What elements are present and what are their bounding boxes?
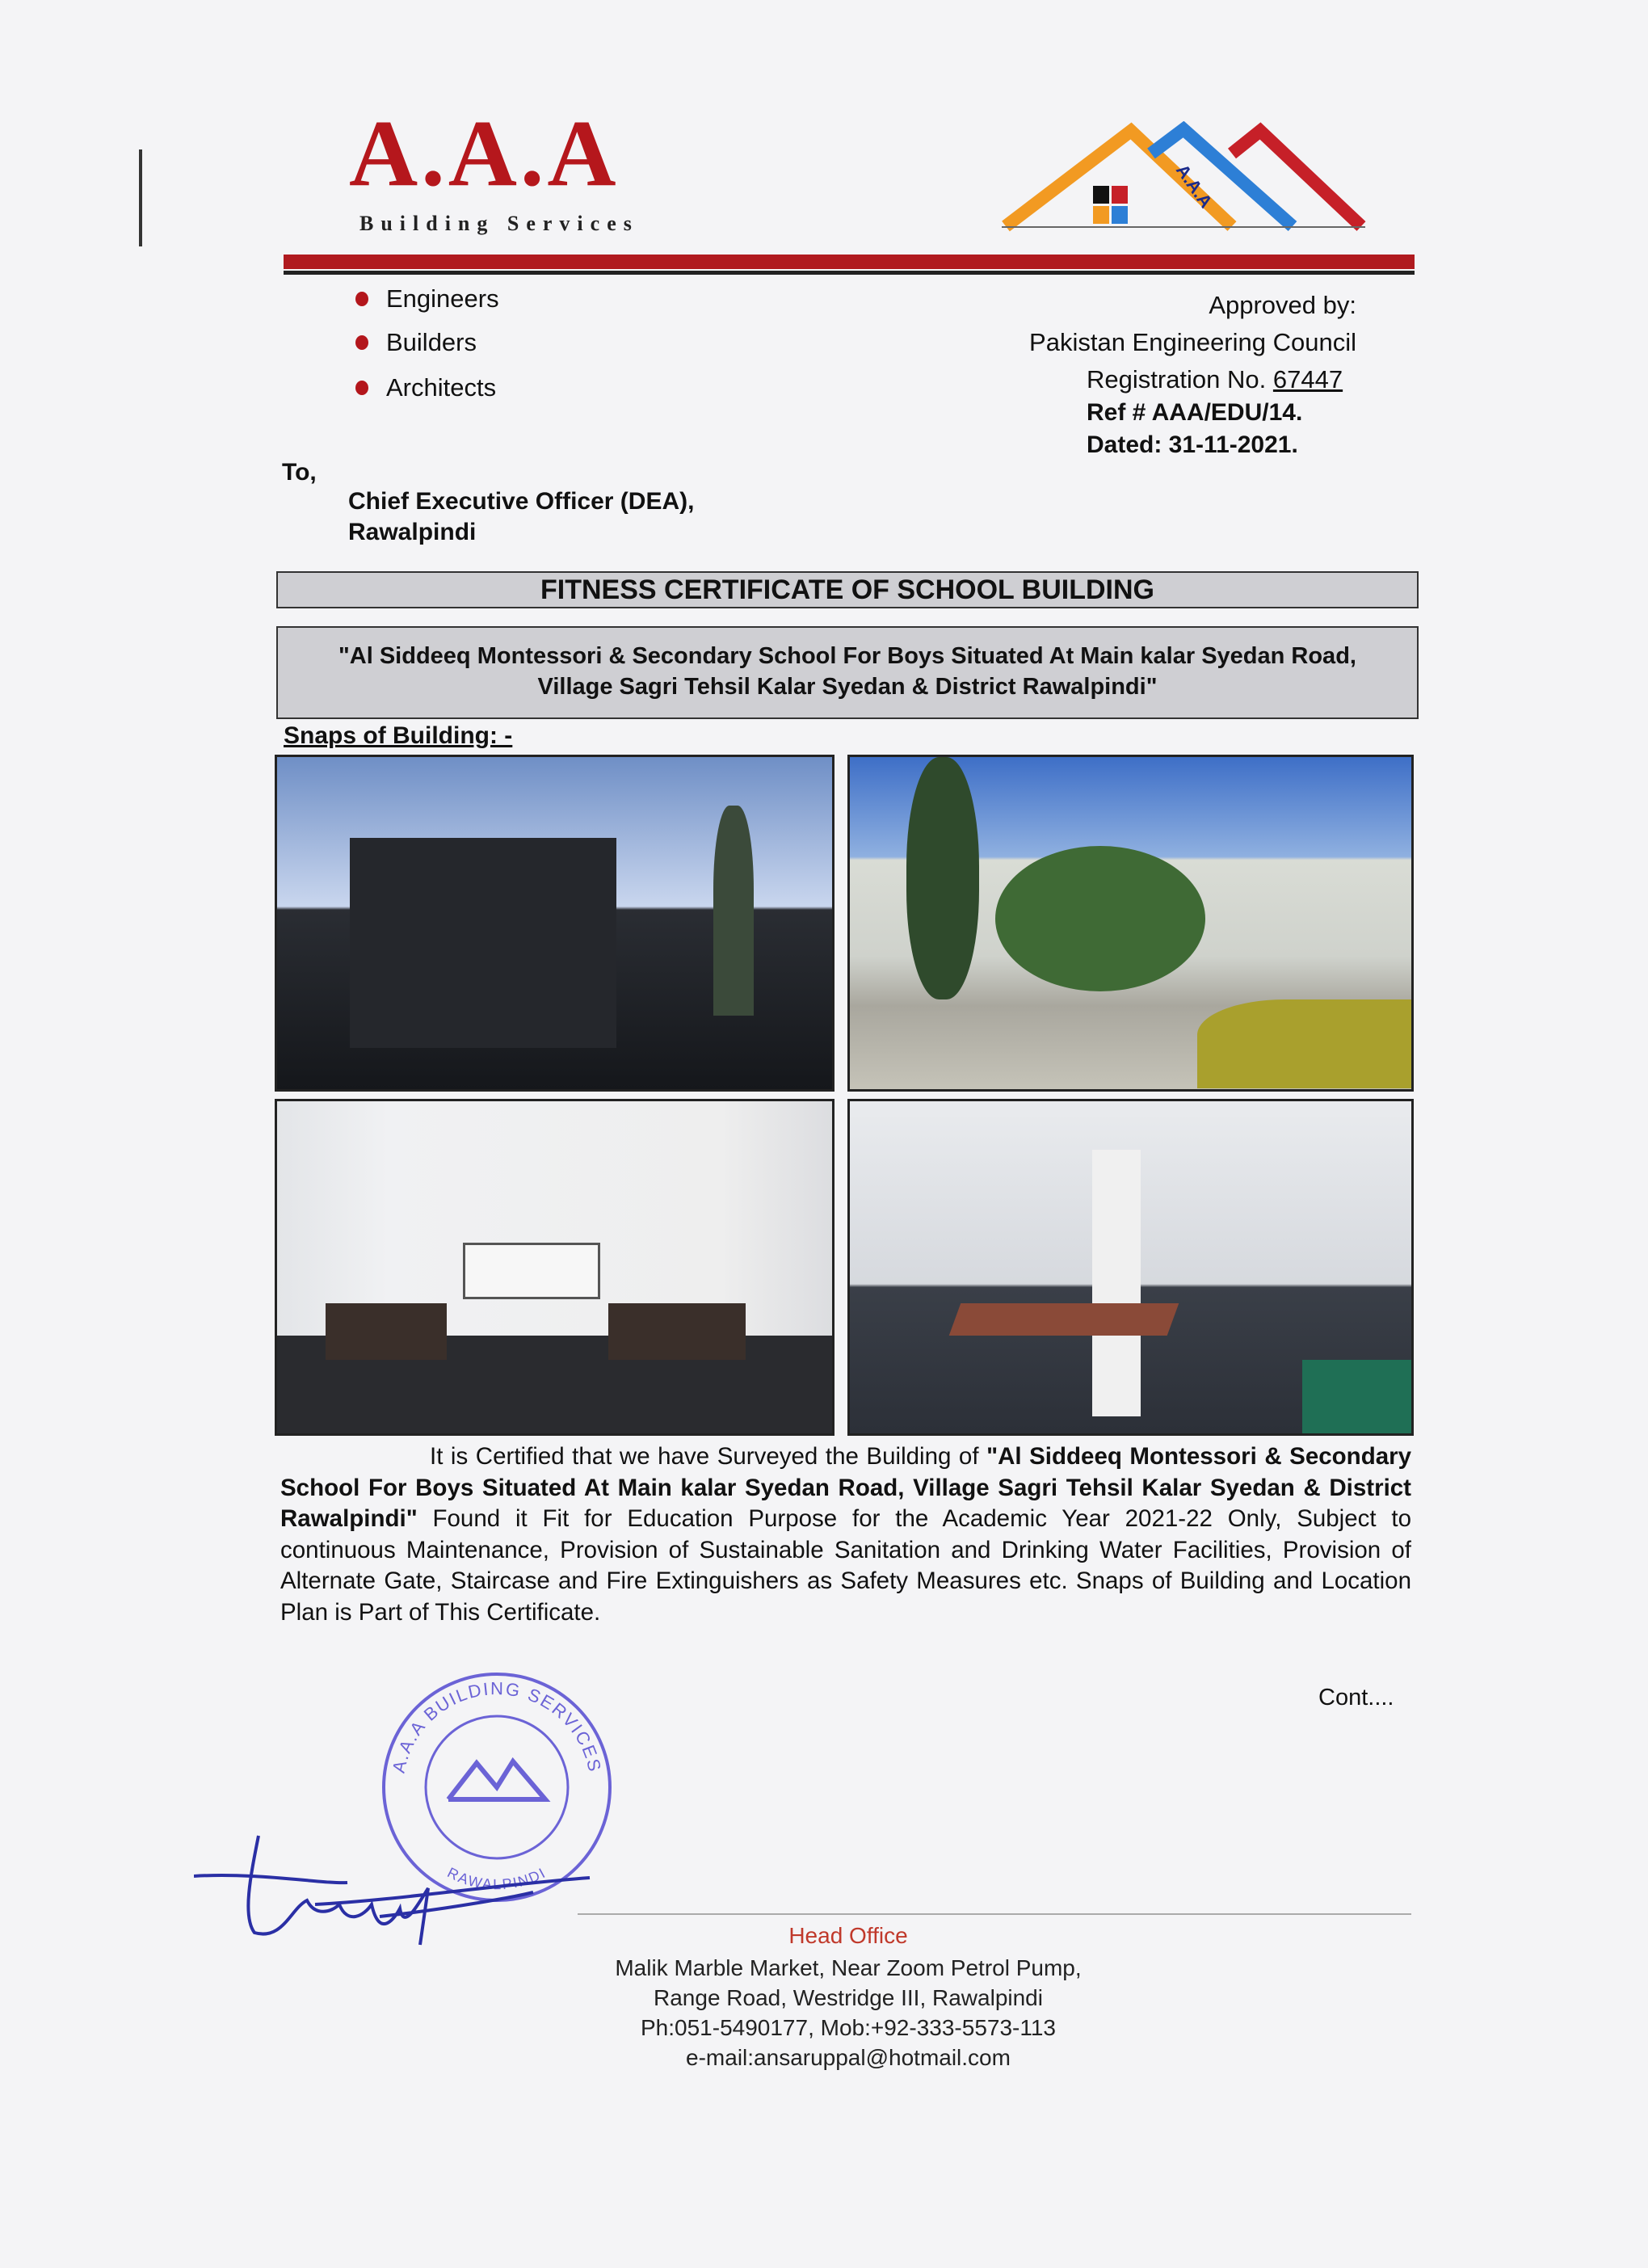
- header-divider-thin: [284, 271, 1415, 275]
- registration: [1087, 365, 1343, 394]
- recipient-name: Chief Executive Officer (DEA),: [348, 488, 695, 515]
- registration-number: 67447: [1272, 365, 1343, 393]
- certificate-title: FITNESS CERTIFICATE OF SCHOOL BUILDING: [276, 571, 1419, 608]
- service-label: Builders: [386, 328, 477, 356]
- footer-address-2: Range Road, Westridge III, Rawalpindi: [654, 1985, 1043, 2010]
- school-name-box: [276, 626, 1419, 719]
- svg-text:A.A.A BUILDING SERVICES: [389, 1678, 606, 1774]
- footer-email: e-mail:ansaruppal@hotmail.com: [686, 2045, 1011, 2070]
- reference-number: Ref # AAA/EDU/14.: [1087, 399, 1303, 426]
- stamp-bottom-text: RAWALPINDI: [444, 1864, 549, 1893]
- footer-phone: Ph:051-5490177, Mob:+92-333-5573-113: [641, 2015, 1056, 2040]
- paragraph-text: It is Certified that we have Surveyed the Building of: [430, 1443, 987, 1470]
- service-label: Engineers: [386, 284, 499, 313]
- council-name: Pakistan Engineering Council: [1029, 328, 1356, 356]
- footer-address-1: Malik Marble Market, Near Zoom Petrol Pump,: [615, 1955, 1082, 1980]
- approved-by: Approved by:: [1209, 291, 1356, 319]
- header-divider: [284, 255, 1415, 269]
- service-builders: [355, 328, 477, 357]
- service-architects: [355, 373, 496, 402]
- school-name-line: Village Sagri Tehsil Kalar Syedan & District Rawalpindi": [537, 674, 1158, 700]
- recipient-city: Rawalpindi: [348, 519, 477, 545]
- bullet-icon: [355, 381, 368, 395]
- company-logo-title: A.A.A: [349, 100, 620, 206]
- paragraph-text: Found it Fit for Education Purpose for the Academic Year 2021-22 Only, Subject to continuous Maintenance, Provision of Sustainable Sanitation and Drinking Water Facilities, Provision of Alternate Gate, Staircase and Fire Extinguishers as Safety Measures etc. Snaps of Building and Location Plan is Part of This Certificate.: [280, 1505, 1411, 1626]
- snaps-label: Snaps of Building: -: [284, 722, 513, 749]
- date: Dated: 31-11-2021.: [1087, 431, 1298, 458]
- house-emblem-icon: [998, 121, 1369, 234]
- school-name-line: "Al Siddeeq Montessori & Secondary School For Boys Situated At Main kalar Syedan Road,: [338, 643, 1356, 669]
- stamp-top-text: A.A.A BUILDING SERVICES: [388, 1678, 606, 1775]
- bullet-icon: [355, 335, 368, 350]
- company-logo-subtitle: Building Services: [359, 212, 639, 235]
- emblem-text: A.A.A: [1171, 160, 1217, 212]
- footer-heading: Head Office: [788, 1923, 908, 1948]
- registration-label: Registration No.: [1087, 365, 1267, 393]
- service-engineers: [355, 284, 499, 313]
- photo-classroom: [275, 1099, 835, 1436]
- bullet-icon: [355, 292, 368, 306]
- photo-school-courtyard: [847, 755, 1414, 1092]
- service-label: Architects: [386, 373, 497, 402]
- paragraph-school-name: "Al Siddeeq Montessori & Secondary School For Boys Situated At Main kalar Syedan Road, Village Sagri Tehsil Kalar Syedan & District Rawalpindi": [280, 1443, 1412, 1532]
- footer-divider: [578, 1913, 1411, 1915]
- to-label: To,: [282, 459, 317, 486]
- photo-hall: [847, 1099, 1414, 1436]
- photo-building-exterior: [275, 755, 835, 1092]
- continued-label: Cont....: [1318, 1685, 1394, 1710]
- scan-mark: [139, 149, 142, 246]
- certification-paragraph: [280, 1441, 1411, 1628]
